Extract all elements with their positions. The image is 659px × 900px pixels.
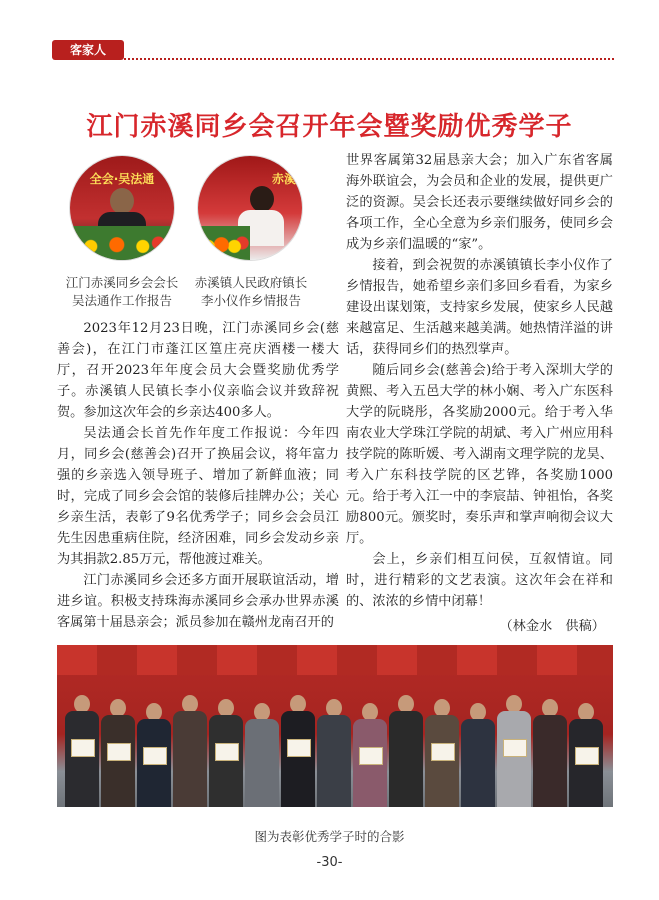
article-credit: （林金水 供稿） (499, 619, 605, 634)
person-body (65, 711, 99, 807)
group-photo-person (353, 703, 387, 807)
article-paragraph: 接着，到会祝贺的赤溪镇镇长李小仪作了乡情报告，她希望乡亲们多回乡看看，为家乡建设出谋划策，支持家乡发展，使家乡人民越来越富足、生活越来越美满。她热情洋溢的讲话，获得同乡们的热烈掌声。 (346, 258, 613, 357)
award-certificate (215, 743, 239, 761)
article-title: 江门赤溪同乡会召开年会暨奖励优秀学子 (86, 112, 573, 142)
person-body (497, 711, 531, 807)
article-paragraph: 2023年12月23日晚，江门赤溪同乡会(慈善会)，在江门市蓬江区篁庄亮庆酒楼一楼大厅，召开2023年年度会员大会暨奖励优秀学子。赤溪镇人民镇长李小仪亲临会议并致辞祝贺。参加这次年会的乡亲达400多人。 (57, 321, 339, 420)
award-certificate (359, 747, 383, 765)
person-body (173, 711, 207, 807)
caption-line: 江门赤溪同乡会会长 (65, 275, 179, 290)
photo-banner-text-right: 赤溪 (271, 172, 296, 186)
group-photo-person (533, 699, 567, 807)
article-paragraph: 江门赤溪同乡会还多方面开展联谊活动，增进乡谊。积极支持珠海赤溪同乡会承办世界赤溪客属第十届恳亲会；派员参加在赣州龙南召开的 (57, 573, 339, 630)
caption-line: 吴法通作工作报告 (71, 293, 172, 308)
speaker-head (110, 188, 134, 214)
group-photo-person (425, 699, 459, 807)
person-body (461, 719, 495, 807)
group-photo-person (173, 695, 207, 807)
section-tag: 客家人 (52, 40, 124, 60)
person-body (317, 715, 351, 807)
person-body (533, 715, 567, 807)
award-certificate (503, 739, 527, 757)
photo-caption-right (186, 274, 316, 310)
speaker-head (250, 186, 274, 212)
photo-banner-text-left: 全会·吴法通 (89, 172, 155, 186)
group-photo-person (389, 695, 423, 807)
article-paragraph: 会上，乡亲们相互问侯，互叙情谊。同时，进行精彩的文艺表演。这次年会在祥和的、浓浓的乡情中闭幕！ (346, 552, 613, 609)
person-body (281, 711, 315, 807)
group-photo-person (101, 699, 135, 807)
article-column-left (57, 318, 339, 633)
article-paragraph: 吴法通会长首先作年度工作报说：今年四月，同乡会(慈善会)召开了换届会议，将年富力强的乡亲选入领导班子、增加了新鲜血液；同时，完成了同乡会会馆的装修后挂牌办公；关心乡亲生活，表彰了9名优秀学子；同乡会会员江先生因患重病住院，经济困难，同乡会发动乡亲为其捐款2.85万元，帮他渡过难关。 (57, 426, 339, 567)
group-photo-person (569, 703, 603, 807)
caption-line: 李小仪作乡情报告 (200, 293, 301, 308)
award-certificate (431, 743, 455, 761)
article-column-right (346, 150, 613, 637)
person-body (209, 715, 243, 807)
flower-arrangement (198, 226, 250, 260)
person-body (389, 711, 423, 807)
group-photo-caption: 图为表彰优秀学子时的合影 (254, 829, 405, 844)
speaker-photo-wu (70, 156, 174, 260)
person-body (425, 715, 459, 807)
group-photo-person (245, 703, 279, 807)
group-photo-person (497, 695, 531, 807)
caption-line: 赤溪镇人民政府镇长 (194, 275, 308, 290)
group-photo-person (461, 703, 495, 807)
photo-caption-left (57, 274, 187, 310)
group-photo-person (317, 699, 351, 807)
award-certificate (71, 739, 95, 757)
award-certificate (107, 743, 131, 761)
page-number: -30- (316, 855, 343, 870)
award-certificate (287, 739, 311, 757)
speaker-photo-li (198, 156, 302, 260)
group-photo-person (209, 699, 243, 807)
group-photo-person (137, 703, 171, 807)
award-certificate (143, 747, 167, 765)
article-paragraph-continued: 世界客属第32届恳亲大会；加入广东省客属海外联谊会，为会员和企业的发展，提供更广泛的资源。吴会长还表示要继续做好同乡会的各项工作，全心全意为乡亲们服务，使同乡会成为乡亲们温暖的“家”。 (346, 153, 613, 252)
flower-arrangement (70, 226, 174, 260)
group-photo (57, 645, 613, 807)
group-photo-person (281, 695, 315, 807)
award-certificate (575, 747, 599, 765)
article-paragraph: 随后同乡会(慈善会)给于考入深圳大学的黄熙、考入五邑大学的林小娴、考入广东医科大学的阮晓彤，各奖励2000元。给于考入华南农业大学珠江学院的胡斌、考入广州应用科技学院的陈昕媛、考入湖南文理学院的龙昊、考入广东科技学院的区艺铧，各奖励1000元。给于考入江一中的李宸喆、钟祖怡，各奖励800元。颁奖时，奏乐声和掌声响彻会议大厅。 (346, 363, 613, 546)
section-divider (124, 58, 614, 60)
person-body (101, 715, 135, 807)
group-photo-person (65, 695, 99, 807)
person-body (245, 719, 279, 807)
stage-backdrop (57, 645, 613, 675)
